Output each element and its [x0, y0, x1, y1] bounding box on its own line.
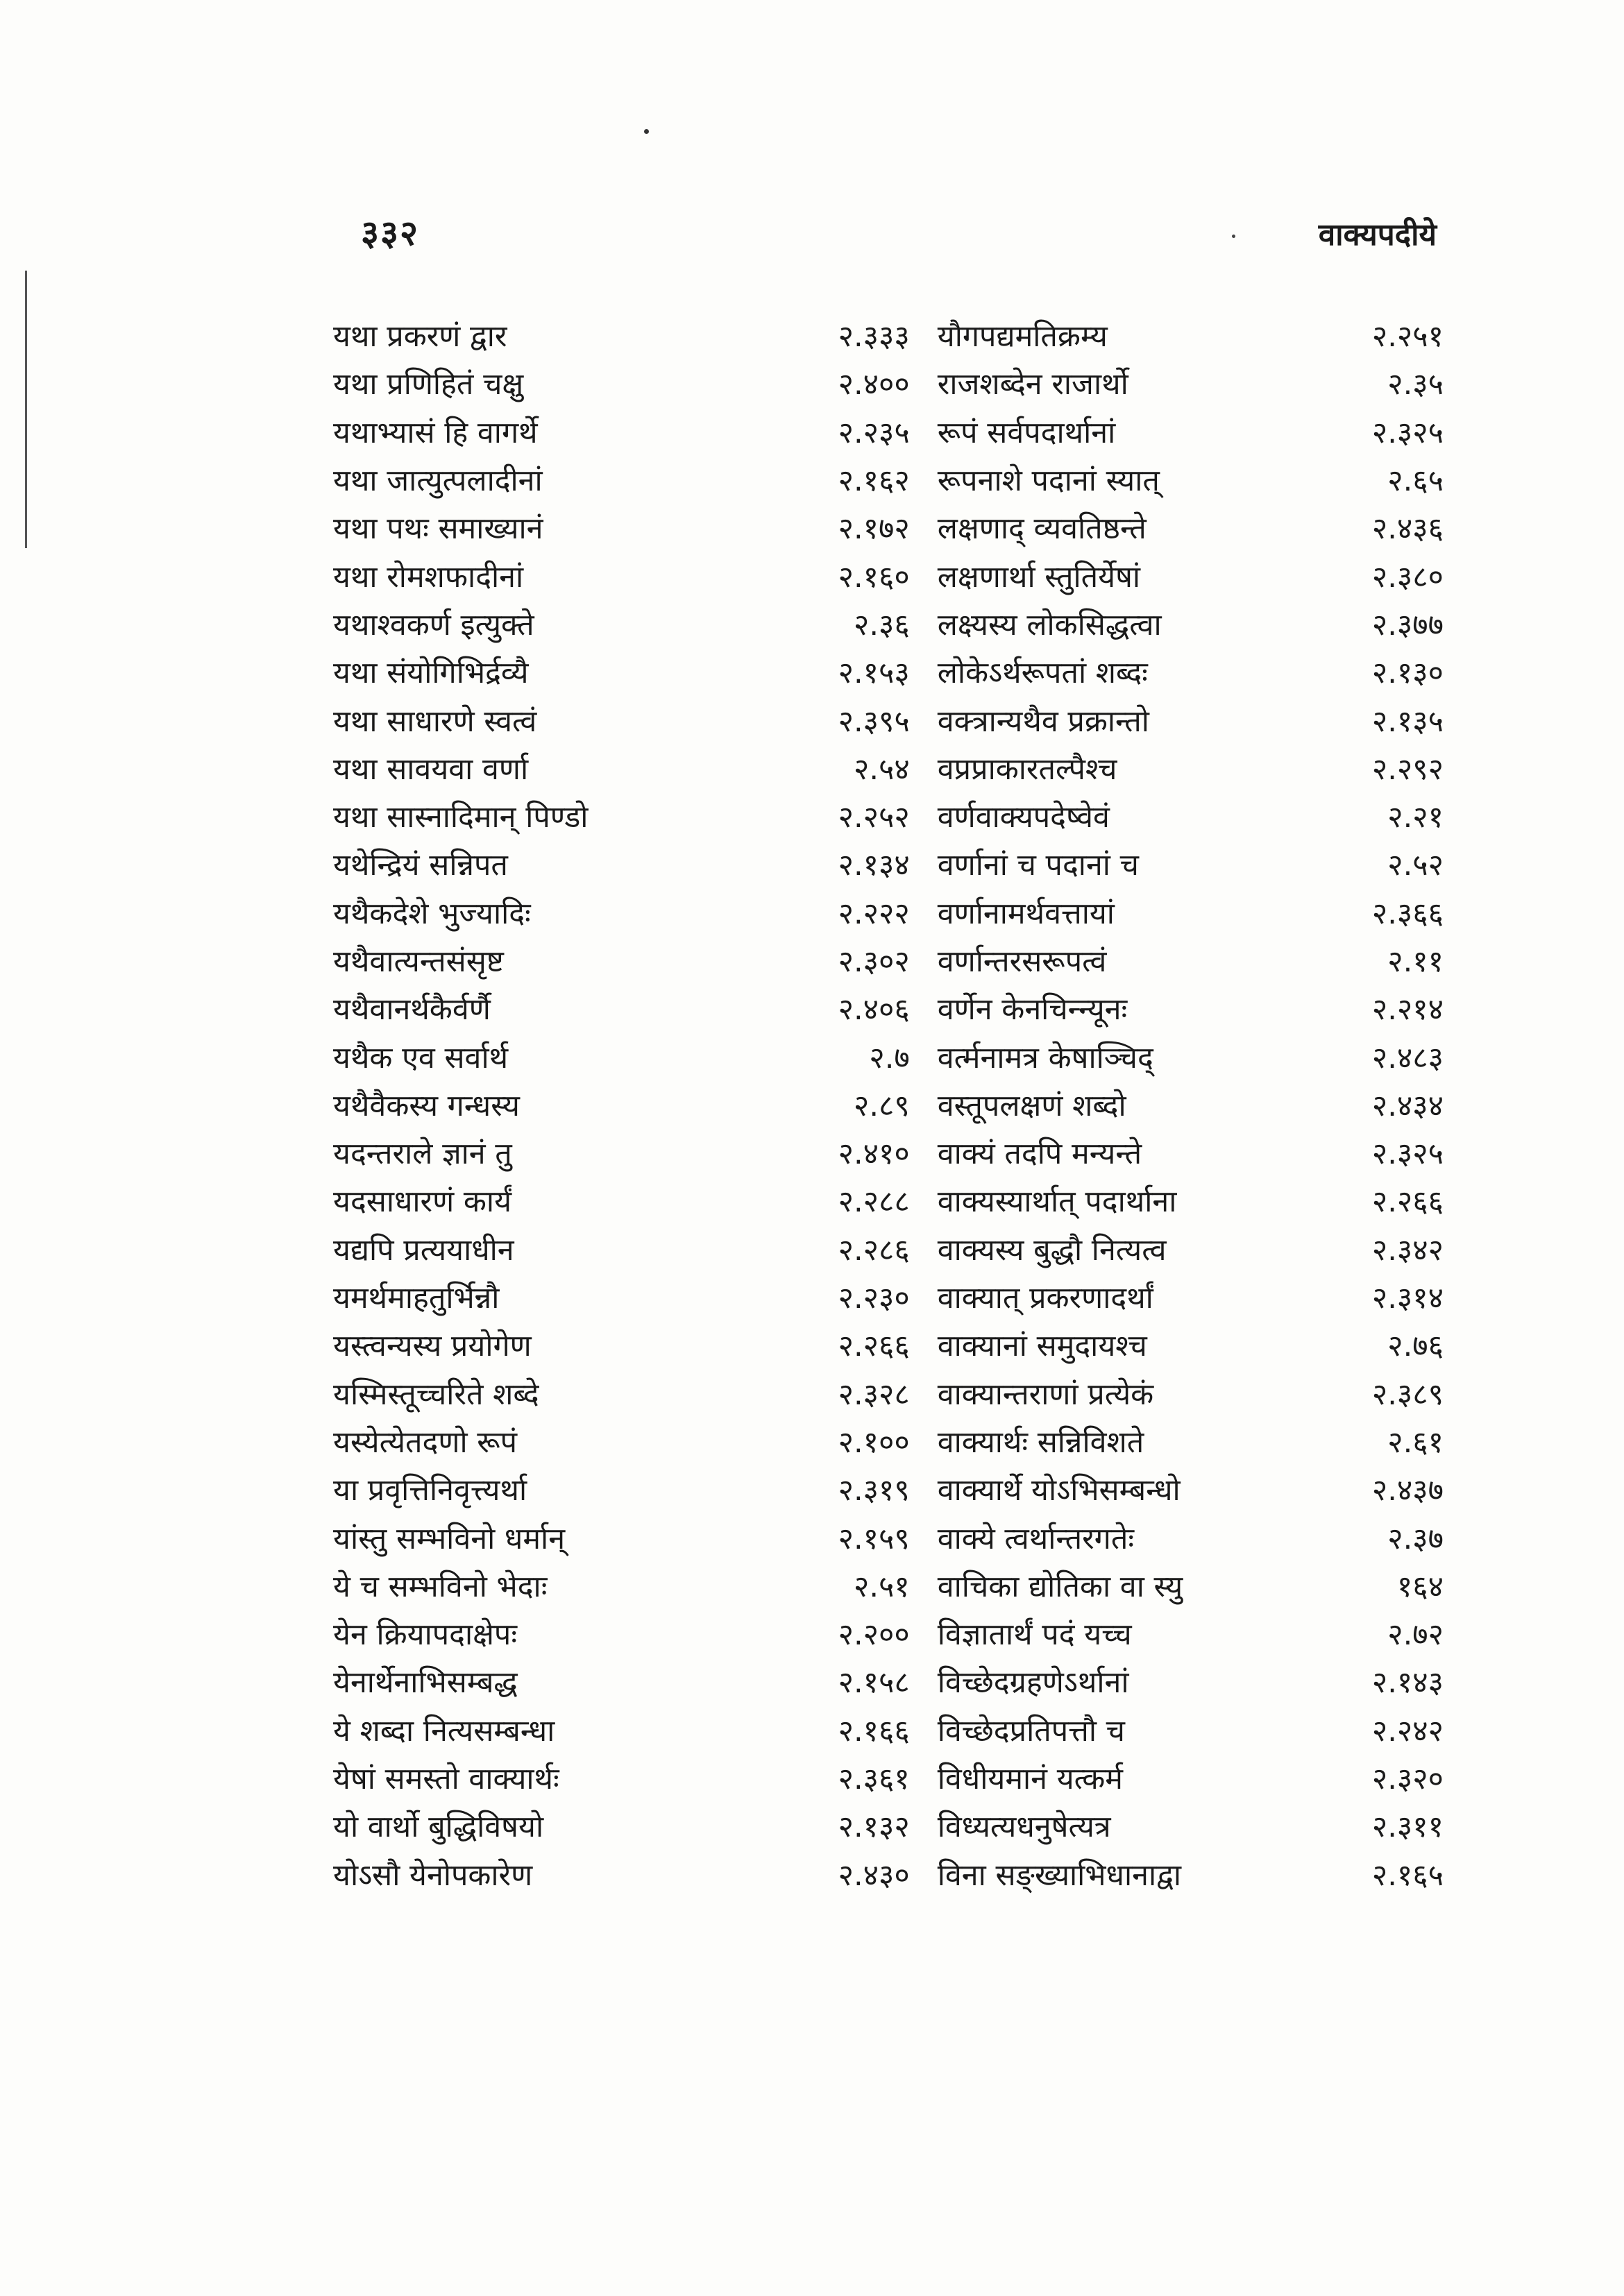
- right-verse-reference: २.२९२: [1371, 751, 1444, 787]
- left-verse-entry: यथेन्द्रियं सन्निपत: [333, 848, 508, 883]
- left-verse-reference: २.१६०: [838, 559, 910, 595]
- index-row: [333, 1225, 1444, 1273]
- right-verse-entry: विज्ञातार्थं पदं यच्च: [937, 1617, 1132, 1653]
- index-row: [333, 1657, 1444, 1705]
- left-verse-entry: योऽसौ येनोपकारेण: [333, 1857, 533, 1893]
- right-verse-reference: २.४८३: [1371, 1040, 1444, 1075]
- right-verse-reference: २.२५१: [1371, 319, 1444, 355]
- left-verse-entry: येनार्थेनाभिसम्बद्ध: [333, 1665, 518, 1701]
- left-verse-reference: २.३३३: [838, 319, 910, 355]
- left-verse-entry: यथैकदेशे भुज्यादिः: [333, 896, 531, 931]
- left-verse-reference: २.१७२: [838, 511, 910, 547]
- index-row: [333, 1273, 1444, 1320]
- right-verse-reference: २.१३५: [1371, 704, 1444, 739]
- right-verse-reference: २.३६६: [1371, 896, 1444, 931]
- left-verse-entry: यथैवात्यन्तसंसृष्ट: [333, 944, 504, 979]
- left-verse-entry: यद्यपि प्रत्ययाधीन: [333, 1232, 514, 1268]
- right-verse-entry: लोकेऽर्थरूपतां शब्दः: [937, 656, 1148, 691]
- index-row: [333, 744, 1444, 792]
- right-verse-reference: २.३२५: [1371, 1137, 1444, 1172]
- left-verse-reference: २.३१९: [838, 1473, 910, 1508]
- left-verse-reference: २.२००: [838, 1617, 910, 1653]
- left-verse-reference: २.३०२: [838, 944, 910, 979]
- right-verse-reference: २.३८९: [1371, 1377, 1444, 1412]
- index-row: [333, 1417, 1444, 1465]
- index-row: [333, 551, 1444, 599]
- page-number: ३३२: [361, 213, 419, 253]
- index-row: [333, 1176, 1444, 1224]
- index-row: [333, 407, 1444, 455]
- index-row: [333, 695, 1444, 743]
- index-row: [333, 1801, 1444, 1849]
- index-row: [333, 311, 1444, 359]
- left-verse-reference: २.१५८: [838, 1665, 910, 1701]
- left-verse-reference: २.४०६: [838, 992, 910, 1028]
- right-verse-entry: वर्त्मनामत्र केषाञ्चिद्: [937, 1040, 1153, 1075]
- right-verse-reference: २.७२: [1387, 1617, 1444, 1653]
- left-verse-entry: ये च सम्भविनो भेदाः: [333, 1569, 548, 1604]
- right-verse-reference: २.३७: [1387, 1521, 1444, 1556]
- left-verse-entry: यथैक एव सर्वार्थ: [333, 1040, 509, 1075]
- right-verse-reference: २.७६: [1387, 1329, 1444, 1364]
- right-verse-reference: २.४३७: [1371, 1473, 1444, 1508]
- right-verse-reference: २.११: [1387, 944, 1444, 979]
- index-row: [333, 1561, 1444, 1609]
- right-verse-entry: वर्णेन केनचिन्न्यूनः: [937, 992, 1128, 1028]
- right-verse-entry: वर्णवाक्यपदेष्वेवं: [937, 800, 1110, 835]
- left-verse-reference: २.१६२: [838, 464, 910, 499]
- right-verse-entry: वाचिका द्योतिका वा स्यु: [937, 1569, 1183, 1604]
- index-row: [333, 1369, 1444, 1417]
- right-verse-reference: २.३५: [1387, 367, 1444, 402]
- left-verse-entry: यथा पथः समाख्यानं: [333, 511, 543, 547]
- index-row: [333, 1320, 1444, 1368]
- left-verse-reference: २.२५२: [838, 800, 910, 835]
- right-verse-reference: २.६१: [1387, 1425, 1444, 1460]
- left-verse-reference: २.४००: [838, 367, 910, 402]
- right-verse-reference: १६४: [1396, 1569, 1444, 1604]
- index-row: [333, 1513, 1444, 1561]
- index-row: [333, 455, 1444, 503]
- left-verse-reference: २.३६: [854, 607, 910, 643]
- left-verse-reference: २.२६६: [838, 1329, 910, 1364]
- left-verse-reference: २.८९: [854, 1088, 910, 1123]
- right-verse-entry: वर्णानामर्थवत्तायां: [937, 896, 1115, 931]
- left-verse-reference: २.२३०: [838, 1281, 910, 1316]
- index-row: [333, 1609, 1444, 1657]
- left-verse-reference: २.१६६: [838, 1713, 910, 1749]
- left-verse-reference: २.१००: [838, 1425, 910, 1460]
- index-row: [333, 1128, 1444, 1176]
- left-verse-entry: यथाभ्यासं हि वागर्थे: [333, 415, 538, 450]
- running-head: वाक्यपदीये: [1318, 217, 1437, 253]
- index-row: [333, 792, 1444, 840]
- right-verse-entry: वाक्यार्थे योऽभिसम्बन्धो: [937, 1473, 1181, 1508]
- left-verse-entry: यस्त्वन्यस्य प्रयोगेण: [333, 1329, 532, 1364]
- index-row: [333, 647, 1444, 695]
- left-verse-entry: यथा जात्युत्पलादीनां: [333, 464, 543, 499]
- index-row: [333, 1465, 1444, 1513]
- left-verse-entry: यथा सावयवा वर्णा: [333, 751, 529, 787]
- right-verse-reference: २.३८०: [1371, 559, 1444, 595]
- left-verse-reference: २.५१: [854, 1569, 910, 1604]
- left-verse-reference: २.३९५: [838, 704, 910, 739]
- index-row: [333, 1850, 1444, 1898]
- left-verse-entry: येन क्रियापदाक्षेपः: [333, 1617, 518, 1653]
- right-verse-entry: वाक्यात् प्रकरणादर्थां: [937, 1281, 1153, 1316]
- left-verse-entry: यांस्तु सम्भविनो धर्मान्: [333, 1521, 566, 1556]
- left-verse-reference: २.३२८: [838, 1377, 910, 1412]
- left-verse-entry: येषां समस्तो वाक्यार्थः: [333, 1762, 559, 1797]
- index-row: [333, 599, 1444, 647]
- right-verse-entry: विना सङ्ख्याभिधानाद्वा: [937, 1857, 1181, 1893]
- left-verse-reference: २.१३४: [838, 848, 910, 883]
- left-verse-reference: २.१३२: [838, 1810, 910, 1845]
- right-verse-entry: वक्त्रान्यथैव प्रक्रान्तो: [937, 704, 1149, 739]
- right-verse-entry: वाक्ये त्वर्थान्तरगतेः: [937, 1521, 1135, 1556]
- right-verse-entry: विच्छेदप्रतिपत्तौ च: [937, 1713, 1125, 1749]
- left-verse-entry: यस्मिस्तूच्चरिते शब्दे: [333, 1377, 539, 1412]
- right-verse-entry: विच्छेदग्रहणेऽर्थानां: [937, 1665, 1129, 1701]
- index-row: [333, 1032, 1444, 1080]
- right-verse-entry: वाक्यानां समुदायश्च: [937, 1329, 1147, 1364]
- right-verse-entry: रूपं सर्वपदार्थानां: [937, 415, 1116, 450]
- right-verse-entry: वस्तूपलक्षणं शब्दो: [937, 1088, 1126, 1123]
- left-verse-entry: ये शब्दा नित्यसम्बन्धा: [333, 1713, 555, 1749]
- running-head-dot: [1232, 235, 1235, 238]
- index-row: [333, 1706, 1444, 1753]
- left-verse-entry: यथैवानर्थकैर्वर्णै: [333, 992, 491, 1028]
- index-row: [333, 888, 1444, 936]
- left-verse-entry: यदसाधारणं कार्यं: [333, 1184, 512, 1220]
- right-verse-reference: २.३२०: [1371, 1762, 1444, 1797]
- right-verse-entry: लक्षणार्था स्तुतिर्येषां: [937, 559, 1141, 595]
- right-verse-entry: वाक्यं तदपि मन्यन्ते: [937, 1137, 1142, 1172]
- ink-speck: [644, 129, 649, 134]
- right-verse-entry: वाक्यस्य बुद्धौ नित्यत्व: [937, 1232, 1167, 1268]
- left-verse-entry: यथा रोमशफादीनां: [333, 559, 524, 595]
- right-verse-entry: लक्षणाद् व्यवतिष्ठन्ते: [937, 511, 1147, 547]
- right-verse-entry: वाक्यान्तराणां प्रत्येकं: [937, 1377, 1154, 1412]
- index-row: [333, 936, 1444, 984]
- right-verse-reference: २.५२: [1387, 848, 1444, 883]
- index-row: [333, 840, 1444, 887]
- right-verse-reference: २.३१४: [1371, 1281, 1444, 1316]
- right-verse-reference: २.३२५: [1371, 415, 1444, 450]
- left-verse-entry: या प्रवृत्तिनिवृत्त्यर्था: [333, 1473, 527, 1508]
- right-verse-reference: २.२१: [1387, 800, 1444, 835]
- right-verse-entry: विध्यत्यधनुषेत्यत्र: [937, 1810, 1111, 1845]
- left-verse-reference: २.२३५: [838, 415, 910, 450]
- left-verse-entry: यथा संयोगिभिर्द्रव्यै: [333, 656, 529, 691]
- right-verse-reference: २.२४२: [1371, 1713, 1444, 1749]
- right-verse-reference: २.३४२: [1371, 1232, 1444, 1268]
- right-verse-reference: २.२६६: [1371, 1184, 1444, 1220]
- index-row: [333, 359, 1444, 407]
- right-verse-reference: २.१३०: [1371, 656, 1444, 691]
- left-verse-entry: यथा साधारणे स्वत्वं: [333, 704, 537, 739]
- right-verse-reference: २.४३६: [1371, 511, 1444, 547]
- right-verse-entry: यौगपद्यमतिक्रम्य: [937, 319, 1108, 355]
- right-verse-entry: वप्रप्राकारतल्पैश्च: [937, 751, 1117, 787]
- left-verse-entry: यस्येत्येतदणो रूपं: [333, 1425, 518, 1460]
- left-verse-entry: यथैवैकस्य गन्धस्य: [333, 1088, 520, 1123]
- left-verse-reference: २.४१०: [838, 1137, 910, 1172]
- binding-margin-line: [25, 271, 27, 548]
- index-row: [333, 1080, 1444, 1128]
- index-row: [333, 503, 1444, 551]
- left-verse-entry: यथा प्रकरणं द्वार: [333, 319, 507, 355]
- verse-index-table: [333, 311, 1444, 1898]
- right-verse-reference: २.३११: [1371, 1810, 1444, 1845]
- left-verse-entry: यो वार्थो बुद्धिविषयो: [333, 1810, 544, 1845]
- left-verse-reference: २.७: [869, 1040, 910, 1075]
- right-verse-reference: २.१६५: [1371, 1857, 1444, 1893]
- left-verse-reference: २.२८६: [838, 1232, 910, 1268]
- right-verse-entry: वर्णान्तरसरूपत्वं: [937, 944, 1107, 979]
- left-verse-reference: २.२८८: [838, 1184, 910, 1220]
- right-verse-entry: लक्ष्यस्य लोकसिद्धत्वा: [937, 607, 1162, 643]
- right-verse-reference: २.२१४: [1371, 992, 1444, 1028]
- left-verse-reference: २.१५३: [838, 656, 910, 691]
- right-verse-reference: २.१४३: [1371, 1665, 1444, 1701]
- right-verse-reference: २.३७७: [1371, 607, 1444, 643]
- right-verse-entry: वाक्यार्थः सन्निविशते: [937, 1425, 1144, 1460]
- left-verse-reference: २.१५९: [838, 1521, 910, 1556]
- left-verse-entry: यथाश्वकर्ण इत्युक्ते: [333, 607, 534, 643]
- left-verse-reference: २.५४: [854, 751, 910, 787]
- left-verse-entry: यथा सास्नादिमान् पिण्डो: [333, 800, 589, 835]
- right-verse-entry: राजशब्देन राजार्थो: [937, 367, 1128, 402]
- left-verse-reference: २.२२२: [838, 896, 910, 931]
- left-verse-reference: २.४३०: [838, 1857, 910, 1893]
- left-verse-reference: २.३६१: [838, 1762, 910, 1797]
- right-verse-entry: वाक्यस्यार्थात् पदार्थाना: [937, 1184, 1177, 1220]
- index-row: [333, 1753, 1444, 1801]
- left-verse-entry: यथा प्रणिहितं चक्षु: [333, 367, 524, 402]
- right-verse-entry: विधीयमानं यत्कर्म: [937, 1762, 1124, 1797]
- right-verse-entry: वर्णानां च पदानां च: [937, 848, 1139, 883]
- right-verse-reference: २.४३४: [1371, 1088, 1444, 1123]
- right-verse-entry: रूपनाशे पदानां स्यात्: [937, 464, 1160, 499]
- index-row: [333, 984, 1444, 1032]
- left-verse-entry: यमर्थमाहतुर्भिन्नौ: [333, 1281, 500, 1316]
- right-verse-reference: २.६५: [1387, 464, 1444, 499]
- left-verse-entry: यदन्तराले ज्ञानं तु: [333, 1137, 512, 1172]
